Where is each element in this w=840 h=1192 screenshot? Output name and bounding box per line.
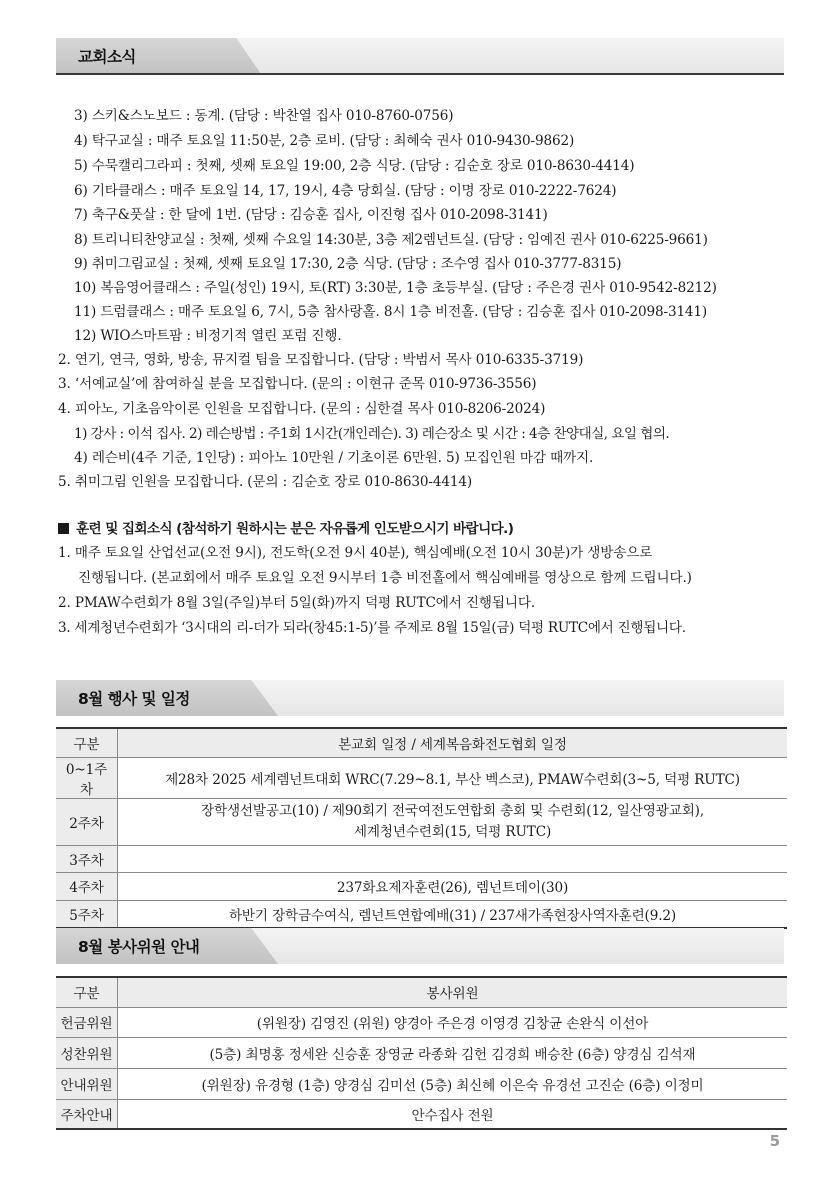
section-header-church-news [56,38,784,74]
news-line: 11) 드럼클래스 : 매주 토요일 6, 7시, 5층 참사랑홀. 8시 1층 비전홀. (담당 : 김승훈 집사 010-2098-3141) [74,304,708,320]
row-label: 성찬위원 [56,1037,118,1068]
row-label: 주차안내 [56,1099,118,1129]
news-line: 4) 탁구교실 : 매주 토요일 11:50분, 2층 로비. (담당 : 최혜숙 권사 010-9430-9862) [74,133,575,149]
row-label: 4주차 [56,872,118,900]
section-title: 8월 봉사위원 안내 [78,938,200,956]
section-header-august-schedule [56,680,784,716]
row-label: 5주차 [56,900,118,928]
news-line: 10) 복음영어클래스 : 주일(성인) 19시, 토(RT) 3:30분, 1층 초등부실. (담당 : 주은경 권사 010-9542-8212) [74,280,717,296]
news-line: 3) 스키&스노보드 : 동계. (담당 : 박찬열 집사 010-8760-0756) [74,108,454,124]
row-value [118,845,788,872]
table-row [56,798,787,845]
section-title: 8월 행사 및 일정 [78,690,190,708]
table-row [56,900,787,928]
column-header: 봉사위원 [118,977,788,1007]
schedule-table [56,727,787,929]
news-line: 5. 취미그림 인원을 모집합니다. (문의 : 김순호 장로 010-8630-4414) [58,474,472,490]
column-header: 본교회 일정 / 세계복음화전도협회 일정 [118,728,788,757]
row-value: (위원장) 유경형 (1층) 양경심 김미선 (5층) 최신혜 이은숙 유경선 고진순 (6층) 이정미 [118,1068,788,1099]
news-line: 1) 강사 : 이석 집사. 2) 레슨방법 : 주1회 1시간(개인레슨). 3) 레슨장소 및 시간 : 4층 찬양대실, 요일 협의. [74,426,670,442]
table-row [56,1007,787,1037]
row-value: 안수집사 전원 [118,1099,788,1129]
cell-text: 제28차 2025 세계렘넌트대회 WRC(7.29~8.1, 부산 벡스코), PMAW수련회(3~5, 덕평 RUTC) [165,771,740,788]
row-value: (5층) 최명홍 정세완 신승훈 장영균 라종화 김헌 김경희 배승찬 (6층) 양경심 김석재 [118,1037,788,1068]
table-row [56,1037,787,1068]
news-line: 4) 레슨비(4주 기준, 1인당) : 피아노 10만원 / 기초이론 6만원. 5) 모집인원 마감 때까지. [74,450,594,466]
row-label: 2주차 [56,798,118,845]
volunteers-table [56,976,787,1130]
row-label: 3주차 [56,845,118,872]
table-header-row [56,728,787,757]
row-value [118,798,788,845]
table-header-row [56,977,787,1007]
notice-heading-text: 훈련 및 집회소식 (참석하기 원하시는 분은 자유롭게 인도받으시기 바랍니다.) [76,521,514,537]
row-label: 0~1주차 [56,757,118,798]
news-line: 7) 축구&풋살 : 한 달에 1번. (담당 : 김승훈 집사, 이진형 집사 010-2098-3141) [74,207,548,223]
cell-text: 하반기 장학금수여식, 렘넌트연합예배(31) / 237새가족현장사역자훈련(9.2) [228,907,677,924]
news-line: 9) 취미그림교실 : 첫째, 셋째 토요일 17:30, 2층 식당. (담당 : 조수영 집사 010-3777-8315) [74,256,622,272]
table-row [56,1068,787,1099]
square-bullet-icon [58,523,69,534]
training-notice-heading [58,517,513,537]
column-header: 구분 [56,728,118,757]
row-label: 헌금위원 [56,1007,118,1037]
notice-line: 1. 매주 토요일 산업선교(오전 9시), 전도학(오전 9시 40분), 핵심예배(오전 10시 30분)가 생방송으로 [58,545,653,561]
section-header-august-volunteers [56,928,784,964]
news-line: 12) WIO스마트팜 : 비정기적 열린 포럼 진행. [74,328,342,344]
row-value [118,757,788,798]
cell-text: 237화요제자훈련(26), 렘넌트데이(30) [336,880,569,896]
page-number: 5 [769,1132,780,1150]
table-row [56,872,787,900]
news-line: 4. 피아노, 기초음악이론 인원을 모집합니다. (문의 : 심한결 목사 010-8206-2024) [58,401,546,417]
row-value: (위원장) 김영진 (위원) 양경아 주은경 이영경 김창균 손완식 이선아 [118,1007,788,1037]
notice-line: 진행됩니다. (본교회에서 매주 토요일 오전 9시부터 1층 비전홀에서 핵심예배를 영상으로 함께 드립니다.) [78,570,692,586]
row-value [118,872,788,900]
column-header: 구분 [56,977,118,1007]
notice-line: 3. 세계청년수련회가 ‘3시대의 리-더가 되라(창45:1-5)’를 주제로 8월 15일(금) 덕평 RUTC에서 진행됩니다. [58,620,686,636]
news-line: 6) 기타클래스 : 매주 토요일 14, 17, 19시, 4층 당회실. (담당 : 이명 장로 010-2222-7624) [74,183,617,199]
row-value [118,900,788,928]
table-row [56,845,787,872]
notice-line: 2. PMAW수련회가 8월 3일(주일)부터 5일(화)까지 덕평 RUTC에서 진행됩니다. [58,595,535,611]
news-line: 8) 트리니티찬양교실 : 첫째, 셋째 수요일 14:30분, 3층 제2렘넌트실. (담당 : 임예진 권사 010-6225-9661) [74,232,708,248]
news-line: 3. ‘서예교실’에 참여하실 분을 모집합니다. (문의 : 이현규 준목 010-9736-3556) [58,376,537,392]
news-line: 5) 수묵캘리그라피 : 첫째, 셋째 토요일 19:00, 2층 식당. (담당 : 김순호 장로 010-8630-4414) [74,158,635,174]
header-rule [56,73,784,75]
table-row [56,757,787,798]
section-title: 교회소식 [78,48,136,66]
row-label: 안내위원 [56,1068,118,1099]
news-line: 2. 연기, 연극, 영화, 방송, 뮤지컬 팀을 모집합니다. (담당 : 박범서 목사 010-6335-3719) [58,352,584,368]
cell-text: 장학생선발공고(10) / 제90회기 전국여전도연합회 총회 및 수련회(12, 일산영광교회), [200,802,705,819]
table-row [56,1099,787,1129]
cell-text: 세계청년수련회(15, 덕평 RUTC) [353,823,552,840]
